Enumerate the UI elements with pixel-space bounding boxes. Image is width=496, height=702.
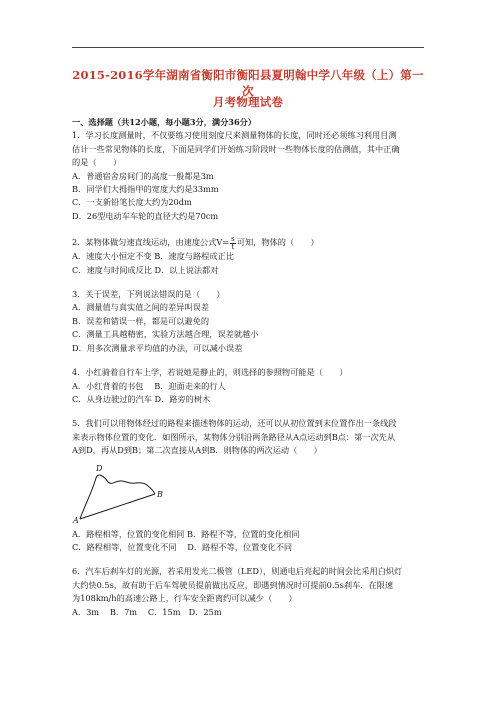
stem-after-formula: 可知，物体的（ ）	[236, 237, 319, 248]
option-b: B．误差和错误一样，都是可以避免的	[72, 315, 210, 326]
stem-before-formula: 2．某物体做匀速直线运动，由速度公式V=	[72, 237, 230, 248]
question-stem: 的是（ ）	[72, 157, 122, 168]
option-a: A．普通宿舍房间门的高度一般都是3m	[72, 170, 214, 181]
question-3	[72, 288, 426, 355]
point-label-a: A	[73, 515, 79, 525]
question-stem: 大约快0.5s，故有助于后车驾驶员提前做出反应，即遇到情况时可提前0.5s刹车．在限速	[72, 579, 394, 590]
options-cd: C．路程相等，位置变化不同 D．路程不等，位置变化不同	[72, 541, 293, 552]
exam-title-line-2: 月考物理试卷	[212, 95, 284, 109]
options-cd: C．从身边驶过的汽车 D．路旁的树木	[72, 393, 211, 404]
point-label-d: D	[96, 463, 103, 473]
question-5	[72, 417, 426, 554]
question-stem: 来表示物体位置的变化．如图所示，某物体分别沿两条路径从A点运动到B点：第一次先从	[72, 431, 396, 442]
question-stem: 1．学习长度测量时，不仅要练习使用刻度尺来测量物体的长度，同时还必须练习利用目测	[72, 130, 397, 141]
options-ab: A．速度大小恒定不变 B．速度与路程成正比	[72, 251, 234, 262]
straight-path-a-b	[80, 494, 155, 519]
question-stem	[72, 234, 426, 250]
fraction-numerator: s	[231, 234, 235, 243]
options-cd: C．速度与时间成反比 D．以上说法都对	[72, 264, 219, 275]
question-stem: 估计一些常见物体的长度，下面是同学们开始练习阶段时一些物体长度的估测值，其中正确	[72, 143, 400, 154]
options-abcd: A．3m B．7m C．15m D．25m	[72, 606, 222, 617]
option-c: C．测量工具越精密，实验方法越合理，误差就越小	[72, 329, 259, 340]
exam-content	[72, 116, 426, 619]
question-2	[72, 234, 426, 277]
option-c: C．一支新铅笔长度大约为20dm	[72, 197, 192, 208]
question-stem: 3．关于误差，下列说法错误的是（ ）	[72, 289, 225, 300]
question-stem: 4．小红骑着自行车上学，若说她是静止的，则选择的参照物可能是（ ）	[72, 367, 348, 378]
path-figure	[72, 462, 426, 525]
question-stem: 为108km/h的高速公路上，行车安全距离约可以减少（ ）	[72, 593, 297, 604]
options-ab: A．小红背着的书包 B．迎面走来的行人	[72, 380, 226, 391]
question-stem: 5．我们可以用物体经过的路程来描述物体的运动，还可以从初位置到末位置作出一条线段	[72, 418, 397, 429]
question-stem: A到D，再从D到B；第二次直接从A到B．则物体的两次运动（ ）	[72, 445, 322, 456]
option-b: B．同学们大拇指甲的宽度大约是33mm	[72, 184, 219, 195]
option-d: D．用多次测量求平均值的办法，可以减小误差	[72, 342, 243, 353]
question-stem: 6．汽车后刹车灯的光源，若采用发光二极管（LED），则通电后亮起的时间会比采用白炽灯	[72, 566, 403, 577]
question-4	[72, 366, 426, 406]
question-6	[72, 565, 426, 619]
option-a: A．测量值与真实值之间的差异叫误差	[72, 302, 209, 313]
point-label-b: B	[157, 489, 163, 499]
question-1	[72, 129, 426, 223]
section-heading: 一、选择题（共12小题，每小题3分，满分36分）	[72, 117, 257, 127]
options-ab: A．路程相等，位置的变化相同 B．路程不等，位置的变化相同	[72, 528, 300, 539]
option-d: D．26型电动车车轮的直径大约是70cm	[72, 210, 219, 221]
velocity-formula-fraction	[230, 236, 236, 251]
exam-title-line-1: 2015-2016学年湖南省衡阳市衡阳县夏明翰中学八年级（上）第一次	[72, 68, 424, 98]
fraction-denominator: t	[231, 242, 235, 251]
curved-path-a-d-b	[80, 475, 155, 519]
path-diagram	[74, 462, 170, 524]
header-rule	[72, 47, 424, 48]
